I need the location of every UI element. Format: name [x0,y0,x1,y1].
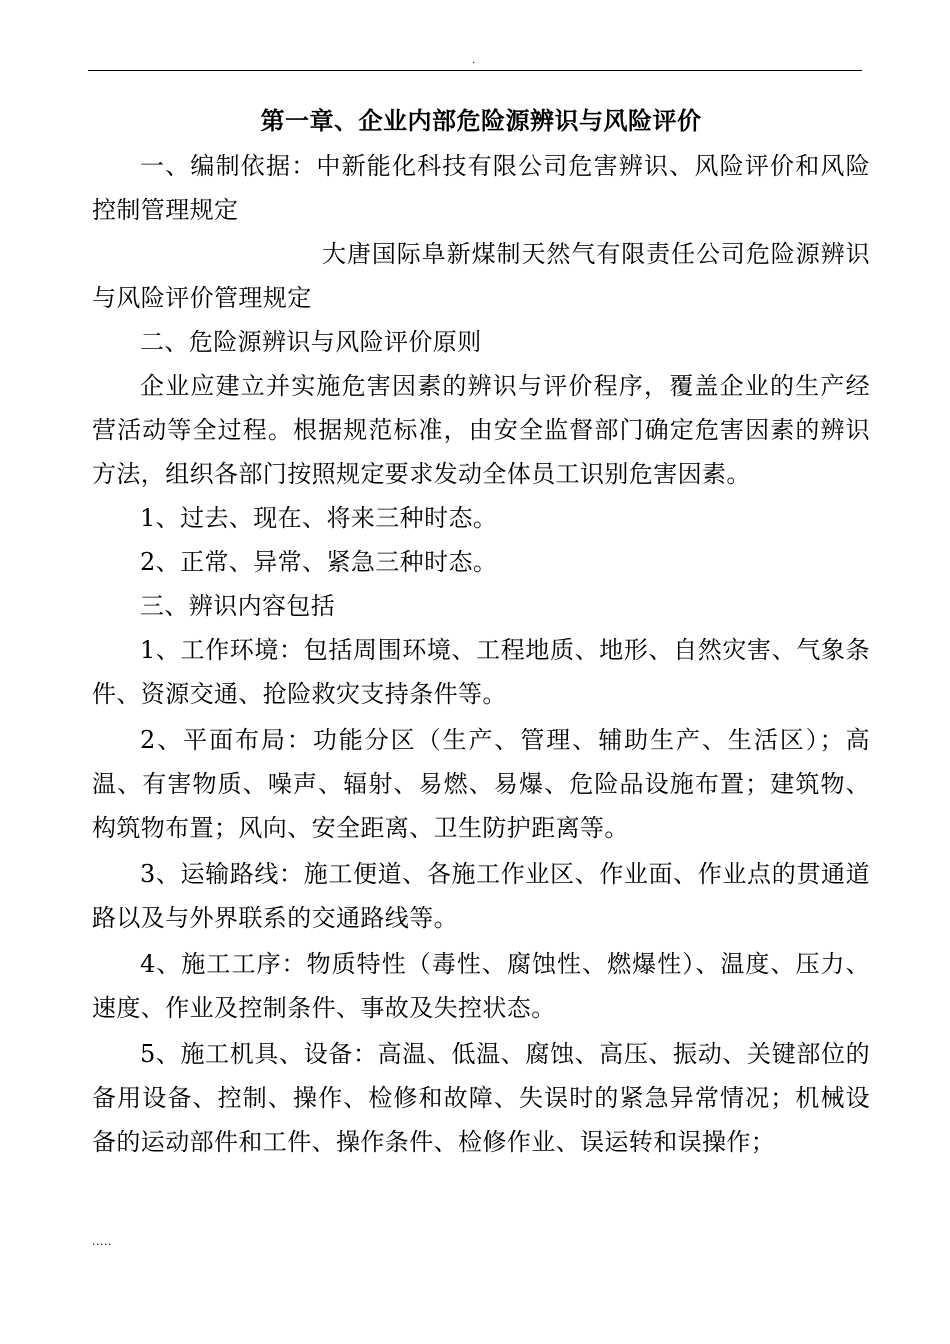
section-heading-content: 三、辨识内容包括 [140,592,336,620]
list-item-environment: 1、工作环境：包括周围环境、工程地质、地形、自然灾害、气象条件、资源交通、抢险救灾支持条件等。 [92,636,870,708]
header-rule [88,70,862,71]
chapter-title: 第一章、企业内部危险源辨识与风险评价 [260,106,702,135]
paragraph-basis-continued: 大唐国际阜新煤制天然气有限责任公司危险源辨识与风险评价管理规定 [92,240,870,312]
list-item-layout: 2、平面布局：功能分区（生产、管理、辅助生产、生活区）；高温、有害物质、噪声、辐射、易燃、易爆、危险品设施布置；建筑物、构筑物布置；风向、安全距离、卫生防护距离等。 [92,726,870,842]
list-item-process: 4、施工工序：物质特性（毒性、腐蚀性、燃爆性）、温度、压力、速度、作业及控制条件、事故及失控状态。 [92,950,870,1022]
list-item-tense-2: 2、正常、异常、紧急三种时态。 [140,548,498,576]
list-item-tense-1: 1、过去、现在、将来三种时态。 [140,504,498,532]
document-body [92,98,870,1164]
header-dot: . [472,55,476,66]
paragraph-basis: 一、编制依据：中新能化科技有限公司危害辨识、风险评价和风险控制管理规定 [92,152,870,224]
paragraph-principles: 企业应建立并实施危害因素的辨识与评价程序，覆盖企业的生产经营活动等全过程。根据规范标准，由安全监督部门确定危害因素的辨识方法，组织各部门按照规定要求发动全体员工识别危害因素。 [92,372,870,488]
list-item-equipment: 5、施工机具、设备：高温、低温、腐蚀、高压、振动、关键部位的备用设备、控制、操作、检修和故障、失误时的紧急异常情况；机械设备的运动部件和工件、操作条件、检修作业、误运转和误操作； [92,1040,870,1156]
section-heading-principles: 二、危险源辨识与风险评价原则 [140,328,482,356]
footer-dots: ..... [92,1235,112,1248]
list-item-transport: 3、运输路线：施工便道、各施工作业区、作业面、作业点的贯通道路以及与外界联系的交通路线等。 [92,860,870,932]
